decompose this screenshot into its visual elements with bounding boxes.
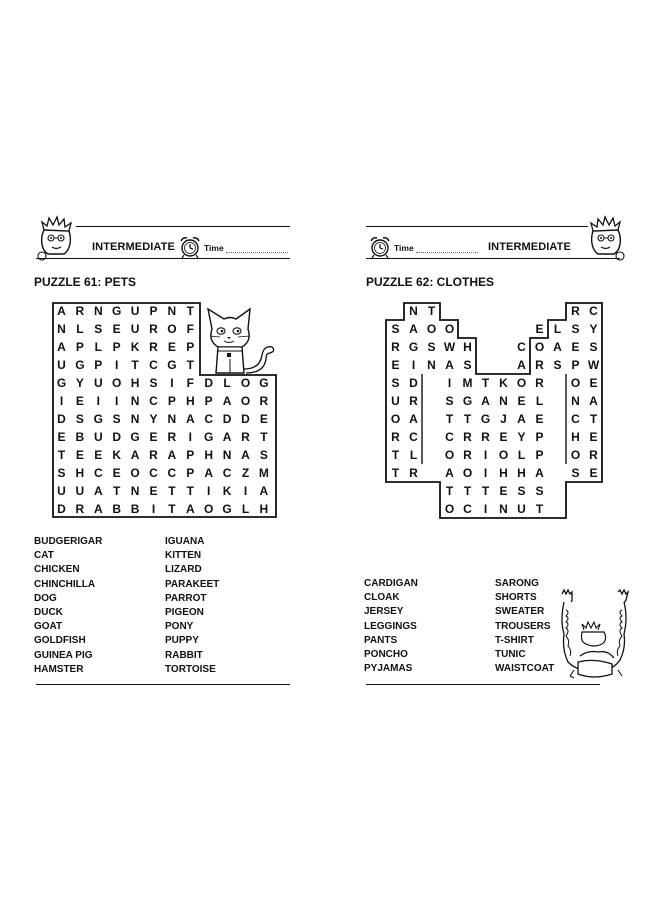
- grid-letter[interactable]: R: [571, 304, 580, 318]
- grid-letter[interactable]: K: [222, 484, 232, 498]
- grid-letter[interactable]: S: [445, 394, 454, 408]
- grid-letter[interactable]: I: [151, 502, 156, 516]
- grid-letter[interactable]: R: [241, 430, 250, 444]
- grid-letter[interactable]: T: [260, 430, 268, 444]
- grid-letter[interactable]: A: [445, 358, 454, 372]
- grid-letter[interactable]: O: [534, 340, 545, 354]
- word-item: CHINCHILLA: [34, 578, 96, 590]
- grid-letter[interactable]: A: [241, 448, 250, 462]
- grid-letter[interactable]: N: [167, 412, 177, 426]
- grid-letter[interactable]: P: [186, 448, 195, 462]
- grid-letter[interactable]: R: [463, 430, 472, 444]
- grid-letter[interactable]: K: [112, 448, 122, 462]
- grid-letter[interactable]: T: [168, 484, 176, 498]
- grid-letter[interactable]: H: [517, 466, 526, 480]
- grid-letter[interactable]: A: [222, 430, 232, 444]
- word-item: CARDIGAN: [364, 578, 418, 589]
- grid-letter[interactable]: L: [409, 448, 418, 462]
- grid-letter[interactable]: M: [462, 376, 473, 390]
- grid-letter[interactable]: O: [498, 448, 509, 462]
- word-item: PIGEON: [165, 606, 204, 618]
- grid-letter[interactable]: W: [443, 340, 456, 354]
- grid-letter[interactable]: G: [480, 412, 491, 426]
- grid-letter[interactable]: S: [57, 466, 66, 480]
- word-item: CAT: [34, 550, 54, 562]
- grid-letter[interactable]: O: [444, 448, 455, 462]
- word-item: CLOAK: [364, 592, 400, 604]
- grid-letter[interactable]: S: [75, 412, 84, 426]
- grid-letter[interactable]: R: [149, 340, 158, 354]
- word-list-column-1: [34, 535, 102, 677]
- word-item: PARROT: [165, 592, 207, 604]
- grid-letter[interactable]: N: [499, 394, 508, 408]
- grid-letter[interactable]: C: [222, 466, 232, 480]
- grid-letter[interactable]: E: [57, 430, 66, 444]
- grid-letter[interactable]: P: [186, 466, 195, 480]
- grid-letter[interactable]: U: [75, 484, 85, 498]
- grid-letter[interactable]: A: [185, 502, 195, 516]
- grid-letter[interactable]: T: [113, 484, 121, 498]
- grid-letter[interactable]: P: [204, 394, 213, 408]
- grid-letter[interactable]: I: [59, 394, 64, 408]
- grid-letter[interactable]: E: [259, 412, 268, 426]
- grid-letter[interactable]: P: [535, 430, 544, 444]
- grid-letter[interactable]: D: [409, 376, 418, 390]
- grid-letter[interactable]: A: [204, 466, 214, 480]
- boy-face-icon: [580, 216, 628, 262]
- grid-letter[interactable]: E: [75, 448, 84, 462]
- word-item: GOAT: [34, 621, 63, 633]
- grid-letter[interactable]: E: [589, 430, 598, 444]
- grid-letter[interactable]: S: [553, 358, 562, 372]
- grid-letter[interactable]: F: [186, 376, 194, 390]
- grid-letter[interactable]: R: [167, 430, 177, 444]
- grid-letter[interactable]: K: [499, 376, 508, 390]
- grid-letter[interactable]: E: [112, 466, 121, 480]
- grid-letter[interactable]: B: [130, 502, 140, 516]
- grid-letter[interactable]: T: [168, 502, 176, 516]
- word-item: JERSEY: [364, 606, 404, 618]
- grid-letter[interactable]: C: [445, 430, 454, 444]
- header-bottom-rule: [36, 258, 290, 259]
- word-item: TROUSERS: [495, 620, 551, 632]
- grid-letter[interactable]: C: [149, 358, 158, 372]
- grid-letter[interactable]: I: [207, 484, 211, 498]
- grid-letter[interactable]: G: [167, 358, 177, 372]
- grid-letter[interactable]: A: [535, 466, 544, 480]
- grid-letter[interactable]: L: [76, 322, 84, 336]
- grid-letter[interactable]: J: [500, 412, 507, 426]
- grid-letter[interactable]: P: [94, 358, 103, 372]
- grid-letter[interactable]: O: [204, 502, 214, 516]
- grid-letter[interactable]: G: [462, 394, 473, 408]
- grid-letter[interactable]: H: [499, 466, 508, 480]
- grid-letter[interactable]: S: [589, 340, 598, 354]
- grid-letter[interactable]: P: [186, 340, 195, 354]
- grid-letter[interactable]: R: [535, 376, 544, 390]
- word-item: PANTS: [364, 634, 398, 646]
- grid-letter[interactable]: C: [149, 466, 158, 480]
- word-item: LEGGINGS: [364, 620, 417, 632]
- grid-letter[interactable]: R: [149, 448, 158, 462]
- grid-letter[interactable]: T: [57, 448, 66, 462]
- grid-letter[interactable]: C: [167, 466, 177, 480]
- grid-letter[interactable]: T: [427, 304, 436, 318]
- grid-letter[interactable]: E: [75, 394, 84, 408]
- grid-letter[interactable]: D: [57, 412, 66, 426]
- alarm-clock-icon: [178, 235, 202, 259]
- grid-letter[interactable]: R: [259, 394, 269, 408]
- grid-letter[interactable]: D: [241, 412, 250, 426]
- grid-letter[interactable]: T: [535, 502, 544, 516]
- grid-letter[interactable]: T: [445, 412, 454, 426]
- word-item: PUPPY: [165, 635, 199, 647]
- grid-letter[interactable]: E: [535, 322, 544, 336]
- grid-letter[interactable]: H: [185, 394, 195, 408]
- grid-letter[interactable]: D: [112, 430, 122, 444]
- grid-letter[interactable]: C: [571, 412, 580, 426]
- puzzle-title: PUZZLE 62: CLOTHES: [366, 275, 495, 289]
- grid-letter[interactable]: O: [444, 502, 455, 516]
- monster-icon: [558, 590, 630, 686]
- grid-letter[interactable]: I: [411, 358, 416, 372]
- grid-letter[interactable]: I: [483, 448, 488, 462]
- grid-letter[interactable]: F: [186, 322, 194, 336]
- word-search-grid: [386, 302, 608, 518]
- grid-letter[interactable]: I: [115, 358, 119, 372]
- grid-letter[interactable]: D: [222, 412, 232, 426]
- grid-letter[interactable]: I: [447, 376, 452, 390]
- word-item: T-SHIRT: [495, 634, 534, 646]
- grid-letter[interactable]: U: [517, 502, 526, 516]
- grid-letter[interactable]: G: [204, 430, 214, 444]
- grid-letter[interactable]: S: [535, 484, 544, 498]
- grid-letter[interactable]: T: [186, 358, 194, 372]
- word-list-column-1: [364, 577, 418, 676]
- grid-letter[interactable]: U: [57, 484, 66, 498]
- grid-letter[interactable]: E: [535, 412, 544, 426]
- grid-letter[interactable]: R: [391, 340, 400, 354]
- grid-letter[interactable]: A: [589, 394, 598, 408]
- word-list-column-2: [165, 535, 219, 677]
- grid-letter[interactable]: E: [571, 340, 580, 354]
- boy-face-icon: [34, 216, 82, 262]
- grid-letter[interactable]: C: [517, 340, 526, 354]
- grid-letter[interactable]: N: [499, 502, 508, 516]
- grid-letter[interactable]: Y: [589, 322, 598, 336]
- grid-letter[interactable]: N: [409, 304, 418, 318]
- time-entry-line[interactable]: [226, 252, 288, 253]
- grid-letter[interactable]: S: [463, 358, 472, 372]
- grid-letter[interactable]: R: [409, 466, 418, 480]
- grid-letter[interactable]: E: [589, 376, 598, 390]
- grid-letter[interactable]: N: [222, 448, 232, 462]
- word-item: PONY: [165, 621, 194, 633]
- grid-letter[interactable]: U: [93, 430, 103, 444]
- word-item: DUCK: [34, 606, 63, 618]
- grid-letter[interactable]: S: [427, 340, 436, 354]
- grid-letter[interactable]: D: [204, 376, 214, 390]
- grid-letter[interactable]: R: [535, 358, 544, 372]
- grid-letter[interactable]: E: [94, 448, 103, 462]
- grid-letter[interactable]: O: [240, 376, 251, 390]
- word-item: WAISTCOAT: [495, 663, 555, 675]
- grid-letter[interactable]: S: [571, 466, 580, 480]
- grid-letter[interactable]: M: [258, 466, 269, 480]
- grid-letter[interactable]: N: [130, 412, 140, 426]
- grid-letter[interactable]: A: [481, 394, 490, 408]
- grid-letter[interactable]: R: [75, 304, 85, 318]
- grid-letter[interactable]: T: [391, 448, 400, 462]
- word-item: SHORTS: [495, 592, 537, 604]
- grid-letter[interactable]: R: [481, 430, 490, 444]
- grid-letter[interactable]: A: [93, 502, 103, 516]
- grid-letter[interactable]: A: [409, 322, 418, 336]
- grid-letter[interactable]: I: [96, 394, 100, 408]
- grid-letter[interactable]: T: [391, 466, 400, 480]
- grid-letter[interactable]: I: [483, 502, 488, 516]
- grid-letter[interactable]: C: [409, 430, 418, 444]
- grid-letter[interactable]: K: [130, 340, 140, 354]
- word-item: HAMSTER: [34, 663, 84, 675]
- grid-letter[interactable]: A: [57, 304, 66, 318]
- grid-letter[interactable]: O: [167, 322, 177, 336]
- grid-letter[interactable]: A: [93, 484, 103, 498]
- grid-letter[interactable]: A: [259, 484, 269, 498]
- word-item: BUDGERIGAR: [34, 536, 103, 547]
- grid-letter[interactable]: L: [223, 376, 231, 390]
- word-item: PONCHO: [364, 648, 408, 660]
- word-item: GOLDFISH: [34, 635, 86, 647]
- grid-letter[interactable]: N: [427, 358, 436, 372]
- grid-letter[interactable]: R: [463, 448, 472, 462]
- grid-letter[interactable]: T: [131, 358, 139, 372]
- grid-letter[interactable]: E: [589, 466, 598, 480]
- cat-icon: [204, 307, 276, 377]
- grid-letter[interactable]: L: [517, 448, 526, 462]
- grid-letter[interactable]: Y: [149, 412, 158, 426]
- grid-letter[interactable]: I: [188, 430, 192, 444]
- grid-letter[interactable]: S: [259, 448, 268, 462]
- grid-letter[interactable]: U: [57, 358, 66, 372]
- grid-letter[interactable]: O: [240, 394, 251, 408]
- grid-letter[interactable]: N: [57, 322, 66, 336]
- word-item: TUNIC: [495, 648, 526, 660]
- grid-letter[interactable]: H: [571, 430, 580, 444]
- grid-letter[interactable]: O: [112, 376, 122, 390]
- grid-letter[interactable]: T: [186, 304, 194, 318]
- grid-letter[interactable]: A: [185, 412, 195, 426]
- grid-letter[interactable]: U: [93, 376, 103, 390]
- grid-letter[interactable]: A: [445, 466, 454, 480]
- grid-letter[interactable]: C: [93, 466, 103, 480]
- grid-letter[interactable]: E: [149, 484, 158, 498]
- word-item: PYJAMAS: [364, 663, 413, 675]
- grid-letter[interactable]: R: [149, 322, 158, 336]
- word-item: IGUANA: [165, 536, 205, 547]
- grid-letter[interactable]: G: [408, 340, 419, 354]
- grid-letter[interactable]: A: [130, 448, 140, 462]
- grid-letter[interactable]: R: [75, 502, 85, 516]
- grid-letter[interactable]: L: [553, 322, 562, 336]
- word-item: KITTEN: [165, 550, 202, 562]
- time-entry-line[interactable]: [416, 252, 478, 253]
- grid-letter[interactable]: H: [204, 448, 214, 462]
- grid-letter[interactable]: D: [57, 502, 66, 516]
- grid-letter[interactable]: U: [130, 322, 140, 336]
- alarm-clock-icon: [368, 235, 392, 259]
- grid-letter[interactable]: I: [170, 376, 174, 390]
- grid-letter[interactable]: N: [130, 484, 140, 498]
- grid-letter[interactable]: B: [75, 430, 85, 444]
- grid-letter[interactable]: L: [535, 394, 544, 408]
- time-label: Time: [204, 243, 224, 253]
- grid-letter[interactable]: A: [553, 340, 562, 354]
- grid-letter[interactable]: A: [222, 394, 232, 408]
- grid-letter[interactable]: R: [391, 430, 400, 444]
- grid-letter[interactable]: U: [391, 394, 400, 408]
- header-bottom-rule: [366, 258, 620, 259]
- grid-letter[interactable]: G: [93, 412, 103, 426]
- grid-letter[interactable]: G: [75, 358, 85, 372]
- word-item: DOG: [34, 592, 57, 604]
- grid-letter[interactable]: C: [204, 412, 214, 426]
- grid-letter[interactable]: O: [130, 466, 140, 480]
- footer-rule: [36, 684, 290, 685]
- grid-letter[interactable]: I: [483, 466, 488, 480]
- grid-letter[interactable]: T: [463, 484, 472, 498]
- grid-letter[interactable]: O: [426, 322, 437, 336]
- grid-letter[interactable]: T: [445, 484, 454, 498]
- grid-letter[interactable]: P: [75, 340, 84, 354]
- grid-letter[interactable]: L: [241, 502, 250, 516]
- grid-letter[interactable]: P: [535, 448, 544, 462]
- grid-letter[interactable]: T: [481, 484, 490, 498]
- grid-letter[interactable]: E: [112, 322, 121, 336]
- grid-letter[interactable]: U: [130, 304, 140, 318]
- grid-letter[interactable]: O: [444, 322, 455, 336]
- grid-letter[interactable]: H: [259, 502, 269, 516]
- grid-letter[interactable]: E: [517, 394, 526, 408]
- grid-letter[interactable]: Y: [517, 430, 526, 444]
- grid-letter[interactable]: O: [516, 376, 527, 390]
- grid-letter[interactable]: T: [186, 484, 194, 498]
- word-list-column-2: [495, 577, 554, 676]
- grid-letter[interactable]: A: [517, 358, 526, 372]
- word-item: TORTOISE: [165, 663, 216, 675]
- grid-letter[interactable]: B: [112, 502, 122, 516]
- grid-letter[interactable]: W: [587, 358, 600, 372]
- word-item: SARONG: [495, 578, 539, 589]
- grid-letter[interactable]: E: [149, 430, 158, 444]
- grid-letter[interactable]: E: [391, 358, 400, 372]
- grid-letter[interactable]: N: [93, 304, 103, 318]
- grid-letter[interactable]: N: [571, 394, 580, 408]
- grid-letter[interactable]: S: [149, 376, 158, 390]
- grid-letter[interactable]: S: [517, 484, 526, 498]
- grid-letter[interactable]: S: [571, 322, 580, 336]
- grid-letter[interactable]: E: [499, 484, 508, 498]
- word-item: CHICKEN: [34, 564, 80, 576]
- grid-letter[interactable]: N: [167, 304, 177, 318]
- level-label: INTERMEDIATE: [488, 241, 571, 253]
- word-item: SWEATER: [495, 606, 545, 618]
- word-item: PARAKEET: [165, 578, 220, 590]
- grid-letter[interactable]: S: [94, 322, 103, 336]
- word-item: RABBIT: [165, 649, 203, 661]
- level-label: INTERMEDIATE: [92, 241, 175, 253]
- grid-letter[interactable]: R: [409, 394, 418, 408]
- grid-letter[interactable]: R: [589, 448, 598, 462]
- word-item: LIZARD: [165, 564, 202, 576]
- grid-letter[interactable]: G: [112, 304, 122, 318]
- grid-letter[interactable]: P: [571, 358, 580, 372]
- grid-letter[interactable]: P: [167, 394, 176, 408]
- header-top-rule: [76, 226, 290, 227]
- puzzle-title: PUZZLE 61: PETS: [34, 275, 137, 289]
- grid-letter[interactable]: S: [391, 376, 400, 390]
- grid-letter[interactable]: A: [167, 448, 177, 462]
- header-top-rule: [366, 226, 588, 227]
- grid-letter[interactable]: N: [130, 394, 140, 408]
- grid-letter[interactable]: O: [570, 448, 581, 462]
- grid-letter[interactable]: P: [112, 340, 121, 354]
- grid-letter[interactable]: I: [243, 484, 248, 498]
- grid-letter[interactable]: Y: [75, 376, 84, 390]
- grid-letter[interactable]: O: [570, 376, 581, 390]
- grid-letter[interactable]: G: [56, 376, 67, 390]
- grid-letter[interactable]: H: [130, 376, 140, 390]
- grid-letter[interactable]: H: [75, 466, 85, 480]
- grid-letter[interactable]: I: [115, 394, 119, 408]
- grid-letter[interactable]: O: [390, 412, 401, 426]
- grid-letter[interactable]: C: [589, 304, 598, 318]
- grid-letter[interactable]: A: [517, 412, 526, 426]
- grid-letter[interactable]: L: [94, 340, 102, 354]
- grid-letter[interactable]: S: [391, 322, 400, 336]
- grid-letter[interactable]: T: [589, 412, 598, 426]
- grid-letter[interactable]: A: [57, 340, 66, 354]
- grid-letter[interactable]: Z: [241, 466, 250, 480]
- grid-letter[interactable]: C: [149, 394, 158, 408]
- footer-rule: [366, 684, 600, 685]
- grid-letter[interactable]: O: [462, 466, 473, 480]
- grid-letter[interactable]: S: [112, 412, 121, 426]
- time-label: Time: [394, 243, 414, 253]
- grid-letter[interactable]: G: [130, 430, 140, 444]
- grid-letter[interactable]: P: [149, 304, 158, 318]
- right-page: [330, 0, 660, 904]
- grid-letter[interactable]: A: [409, 412, 418, 426]
- grid-letter[interactable]: E: [499, 430, 508, 444]
- grid-letter[interactable]: G: [259, 376, 269, 390]
- grid-letter[interactable]: G: [222, 502, 232, 516]
- grid-letter[interactable]: C: [463, 502, 472, 516]
- grid-letter[interactable]: T: [463, 412, 472, 426]
- grid-letter[interactable]: T: [481, 376, 490, 390]
- grid-letter[interactable]: H: [463, 340, 472, 354]
- word-item: GUINEA PIG: [34, 649, 93, 661]
- grid-letter[interactable]: E: [167, 340, 176, 354]
